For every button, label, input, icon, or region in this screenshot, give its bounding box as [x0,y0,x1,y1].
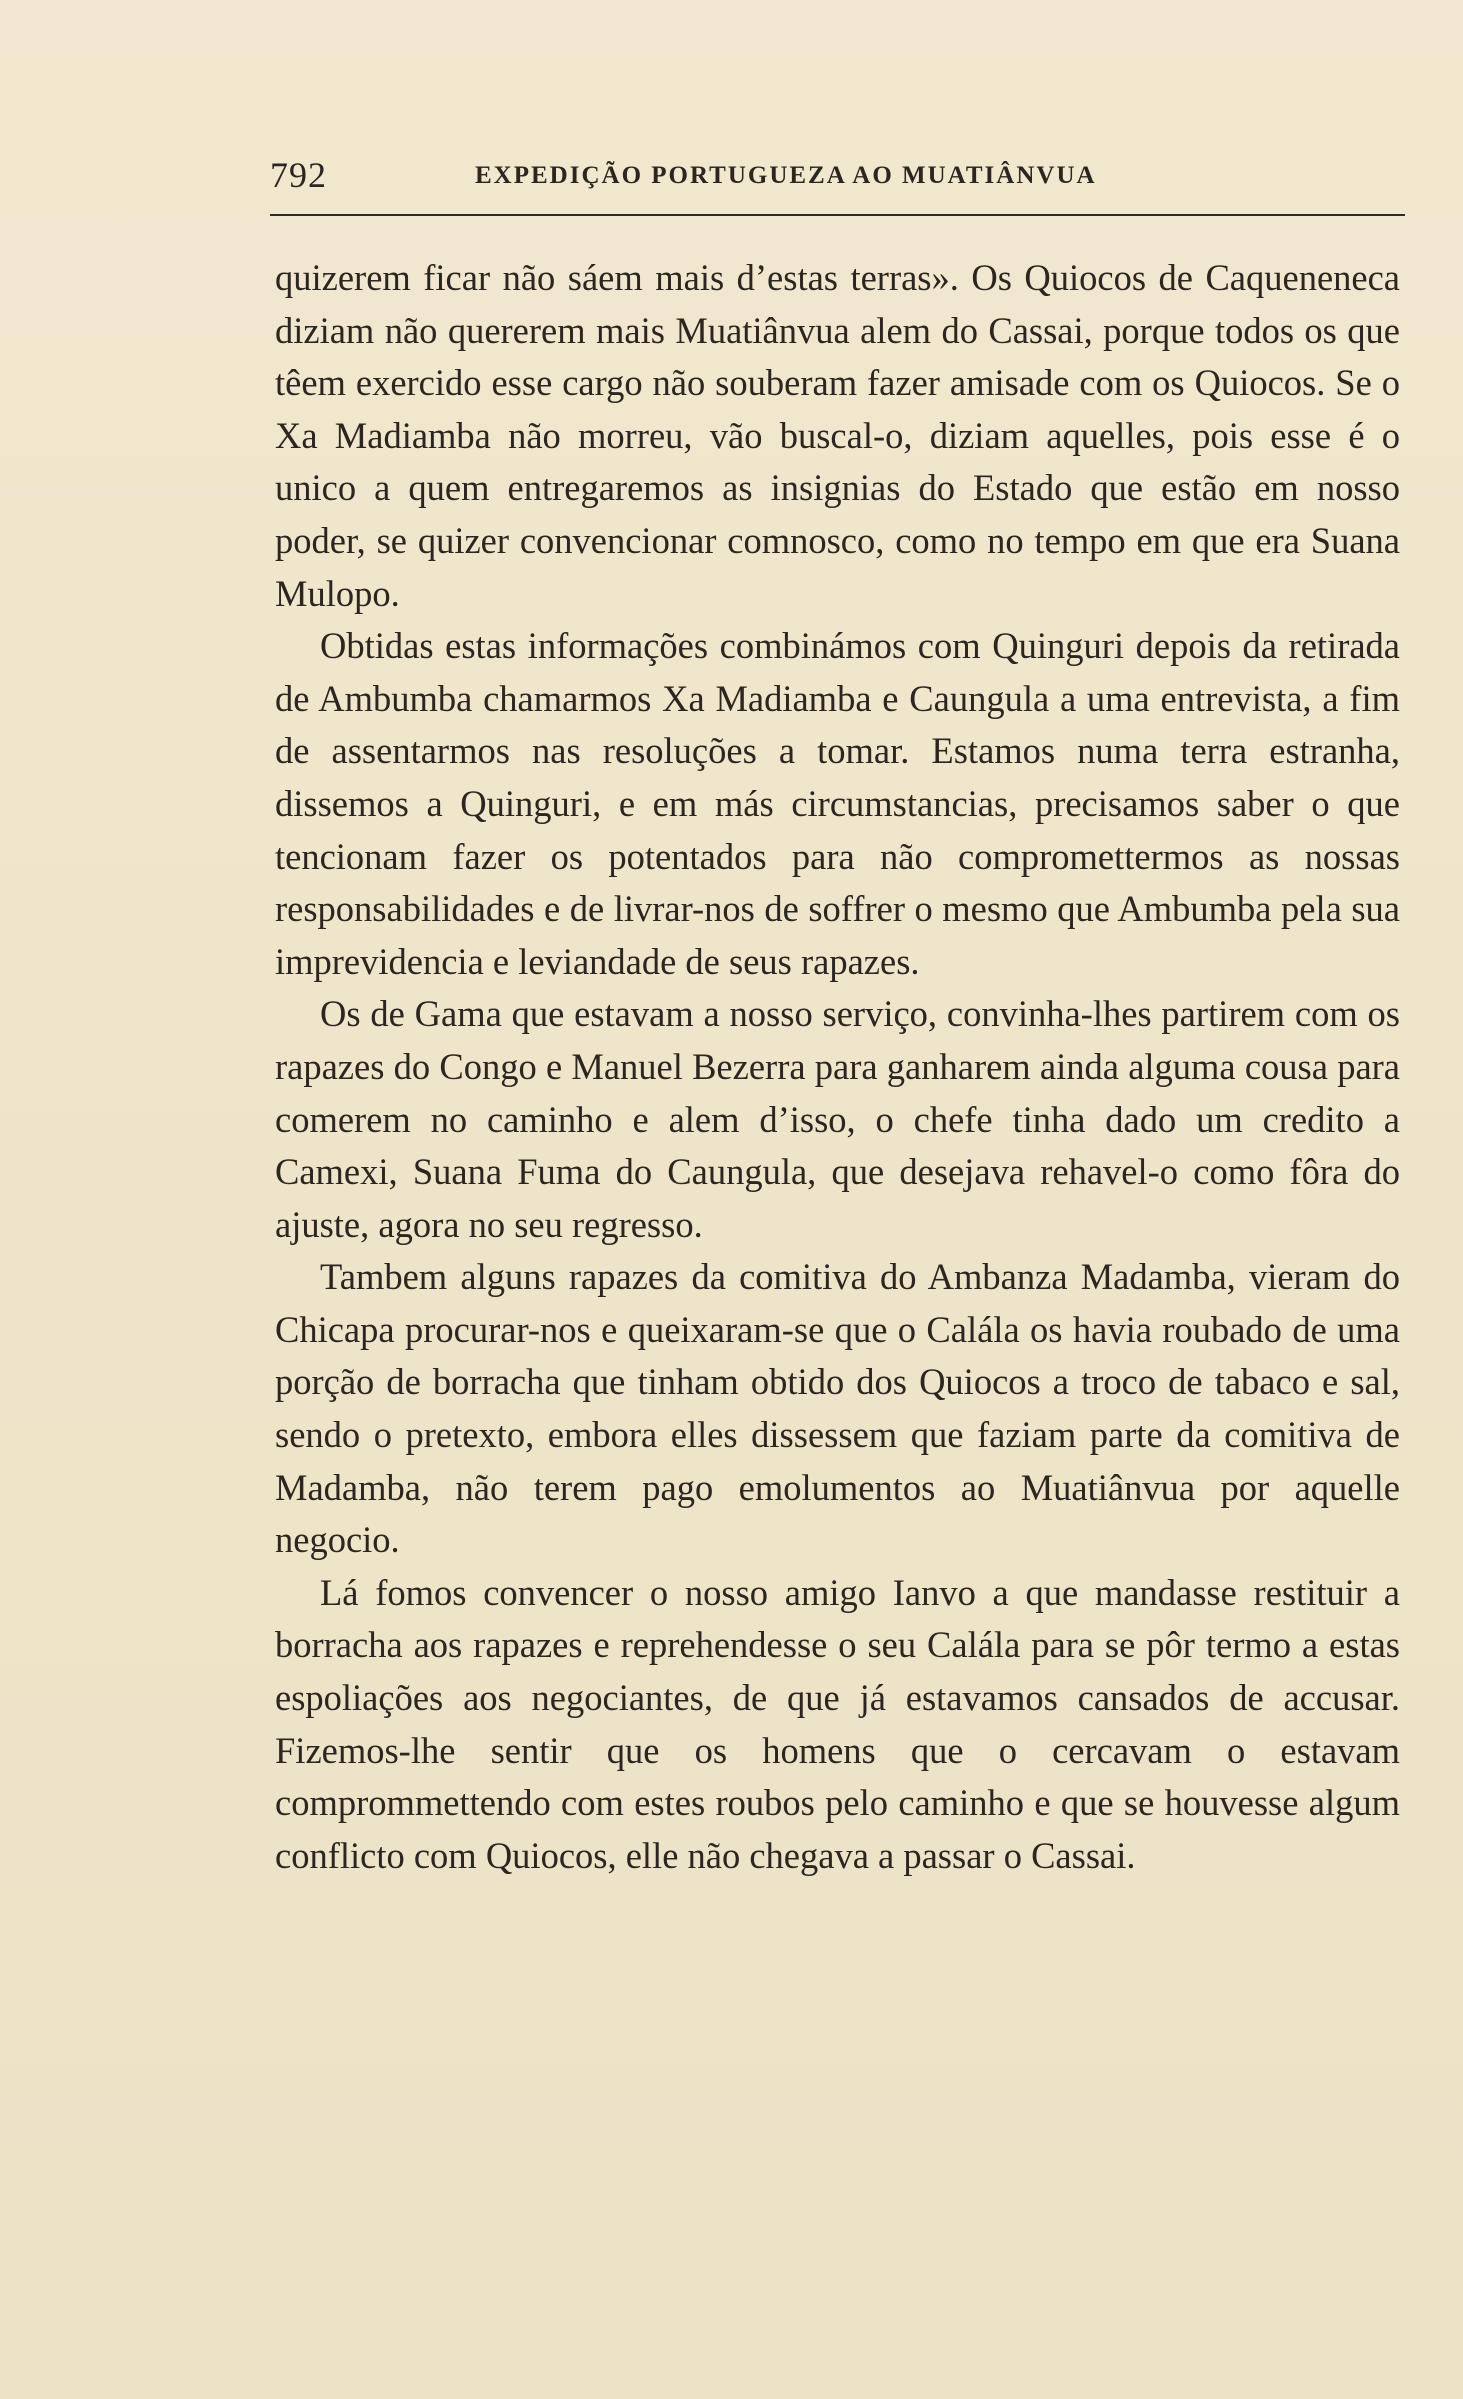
body-text [275,252,1400,2252]
running-title: EXPEDIÇÃO PORTUGUEZA AO MUATIÂNVUA [475,162,1097,189]
paragraph: Tambem alguns rapazes da comitiva do Ambanza Madamba, vieram do Chicapa procurar-nos e queixaram-se que o Calála os havia roubado de uma porção de borracha que tinham obtido dos Quiocos a troco de tabaco e sal, sendo o pretexto, embora elles dissessem que faziam parte da comitiva de Madamba, não terem pago emolumentos ao Muatiânvua por aquelle negocio. [275,1256,1400,1561]
page-number: 792 [270,155,327,195]
paragraph: Os de Gama que estavam a nosso serviço, convinha-lhes partirem com os rapazes do Congo e Manuel Bezerra para ganharem ainda alguma cousa para comerem no caminho e alem d’isso, o chefe tinha dado um credito a Camexi, Suana Fuma do Caungula, que desejava rehavel-o como fôra do ajuste, agora no seu regresso. [275,993,1400,1245]
paragraph: Obtidas estas informações combinámos com Quinguri depois da retirada de Ambumba chamarmos Xa Madiamba e Caungula a uma entrevista, a fim de assentarmos nas resoluções a tomar. Estamos numa terra estranha, dissemos a Quinguri, e em más circumstancias, precisamos saber o que tencionam fazer os potentados para não compromettermos as nossas responsabilidades e de livrar-nos de soffrer o mesmo que Ambumba pela sua imprevidencia e leviandade de seus rapazes. [275,625,1400,982]
paragraph: quizerem ficar não sáem mais d’estas terras». Os Quiocos de Caqueneneca diziam não quererem mais Muatiânvua alem do Cassai, porque todos os que têem exercido esse cargo não souberam fazer amisade com os Quiocos. Se o Xa Madiamba não morreu, vão buscal-o, diziam aquelles, pois esse é o unico a quem entregaremos as insignias do Estado que estão em nosso poder, se quizer convencionar comnosco, como no tempo em que era Suana Mulopo. [275,257,1400,614]
paragraph: Lá fomos convencer o nosso amigo Ianvo a que mandasse restituir a borracha aos rapazes e reprehendesse o seu Calála para se pôr termo a estas espoliações aos negociantes, de que já estavamos cansados de accusar. Fizemos-lhe sentir que os homens que o cercavam o estavam comprommettendo com estes roubos pelo caminho e que se houvesse algum conflicto com Quiocos, elle não chegava a passar o Cassai. [275,1571,1400,1876]
header-rule [270,214,1405,216]
page-header [270,150,1405,200]
